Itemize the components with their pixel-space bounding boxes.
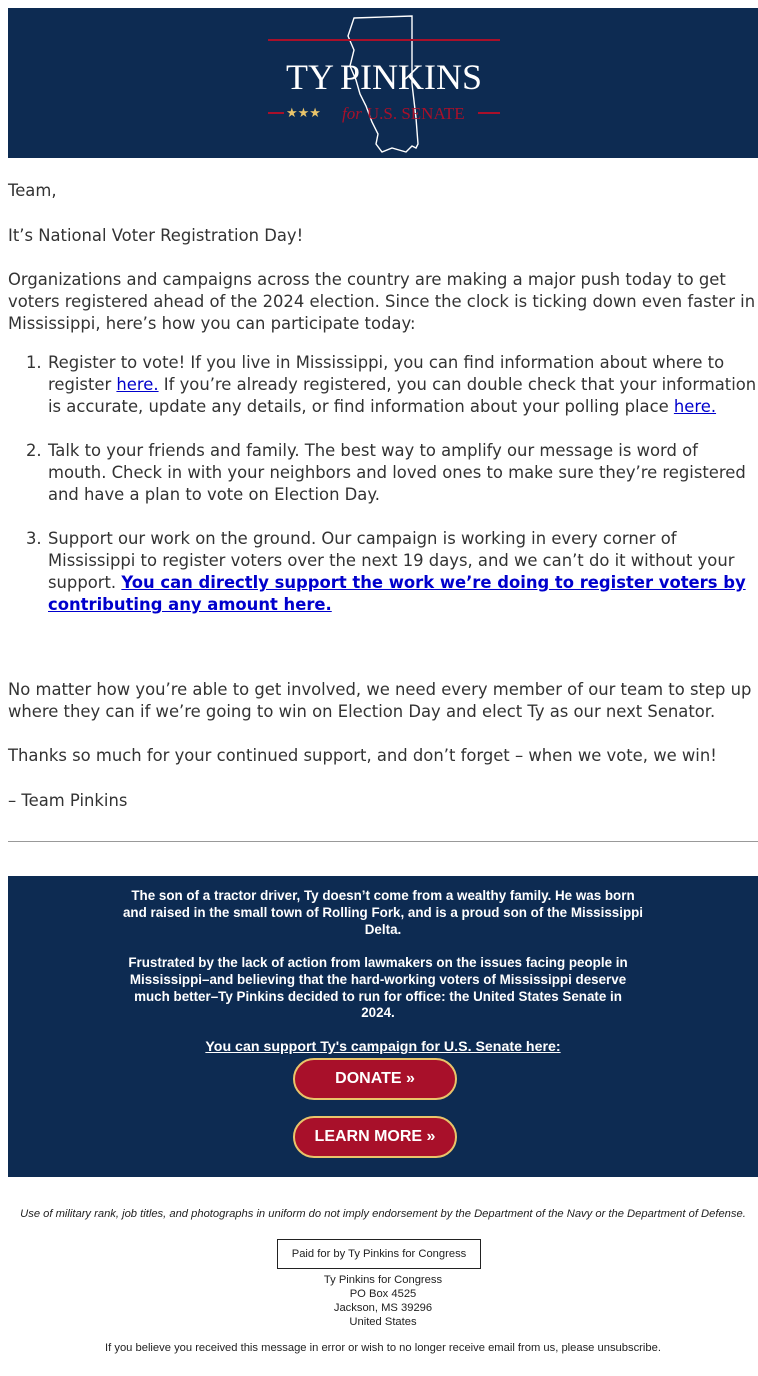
list-item <box>8 440 758 506</box>
learn-more-button[interactable]: LEARN MORE » <box>293 1116 457 1158</box>
list-number: 2. <box>26 441 42 460</box>
list-number: 3. <box>26 529 42 548</box>
bio-paragraph-1: The son of a tractor driver, Ty doesn’t come from a wealthy family. He was born and raised in the small town of Rolling Fork, and is a proud son of the Mississippi Delta. <box>122 888 644 937</box>
donate-button[interactable]: DONATE » <box>293 1058 457 1100</box>
intro-paragraph: Organizations and campaigns across the country are making a major push today to get voters registered ahead of the 2024 election. Since the clock is ticking down even faster in Mississippi, here’s how you can participate today: <box>8 270 756 333</box>
list-item <box>8 528 758 616</box>
mailing-address <box>8 1273 758 1329</box>
logo-stars: ★★★ <box>286 106 321 121</box>
list-text: Register to vote! If you live in Mississippi, you can find information about where to register <box>48 353 725 394</box>
list-number: 1. <box>26 353 42 372</box>
list-item <box>8 352 758 418</box>
logo-first: TY <box>285 57 334 97</box>
list-text: Talk to your friends and family. The best way to amplify our message is word of mouth. Check in with your neighbors and loved ones to make sure they’re registered and have a plan to vote on Election Day. <box>48 441 746 504</box>
address-line: PO Box 4525 <box>349 1288 417 1300</box>
logo-name <box>286 57 482 97</box>
address-line: United States <box>349 1316 417 1328</box>
paid-for-box: Paid for by Ty Pinkins for Congress <box>277 1239 481 1269</box>
thanks-paragraph: Thanks so much for your continued support, and don’t forget – when we vote, we win! <box>8 746 717 765</box>
polling-place-here-link[interactable]: here. <box>673 397 717 416</box>
signoff: – Team Pinkins <box>8 791 128 810</box>
address-line: Ty Pinkins for Congress <box>323 1274 443 1286</box>
header-banner <box>8 8 758 158</box>
logo-for: for <box>342 104 362 123</box>
military-disclaimer: Use of military rank, job titles, and photographs in uniform do not imply endorsement by the Department of the Navy or the Department of Defense. <box>20 1208 746 1220</box>
logo-office: U.S. SENATE <box>366 104 465 123</box>
address-line: Jackson, MS 39296 <box>333 1302 433 1314</box>
intro-line: It’s National Voter Registration Day! <box>8 226 304 245</box>
action-list <box>8 352 758 616</box>
svg-text:forU.S. SENATE <box>342 104 465 123</box>
bio-paragraph-2: Frustrated by the lack of action from lawmakers on the issues facing people in Mississippi–and believing that the hard-working voters of Mississippi deserve much better–Ty Pinkins decided to run for office: the United States Senate in 2024. <box>128 955 628 1021</box>
list-text: If you’re already registered, you can double check that your information is accurate, update any details, or find information about your polling place <box>48 375 757 416</box>
list-text: Support our work on the ground. Our campaign is working in every corner of Mississippi to register voters over the next 19 days, and we can’t do it without your support. <box>48 529 735 592</box>
support-campaign-link[interactable]: You can support Ty's campaign for U.S. Senate here: <box>205 1039 561 1055</box>
unsubscribe-notice[interactable]: If you believe you received this message in error or wish to no longer receive email from us, please unsubscribe. <box>105 1342 661 1354</box>
divider <box>8 841 758 842</box>
logo-last: PINKINS <box>339 57 483 97</box>
register-here-link[interactable]: here. <box>116 375 159 394</box>
greeting: Team, <box>8 181 57 200</box>
closing-paragraph: No matter how you’re able to get involved, we need every member of our team to step up where they can if we’re going to win on Election Day and elect Ty as our next Senator. <box>8 680 752 721</box>
campaign-logo <box>266 14 506 158</box>
contribute-link[interactable]: You can directly support the work we’re doing to register voters by contributing any amount here. <box>48 573 746 614</box>
